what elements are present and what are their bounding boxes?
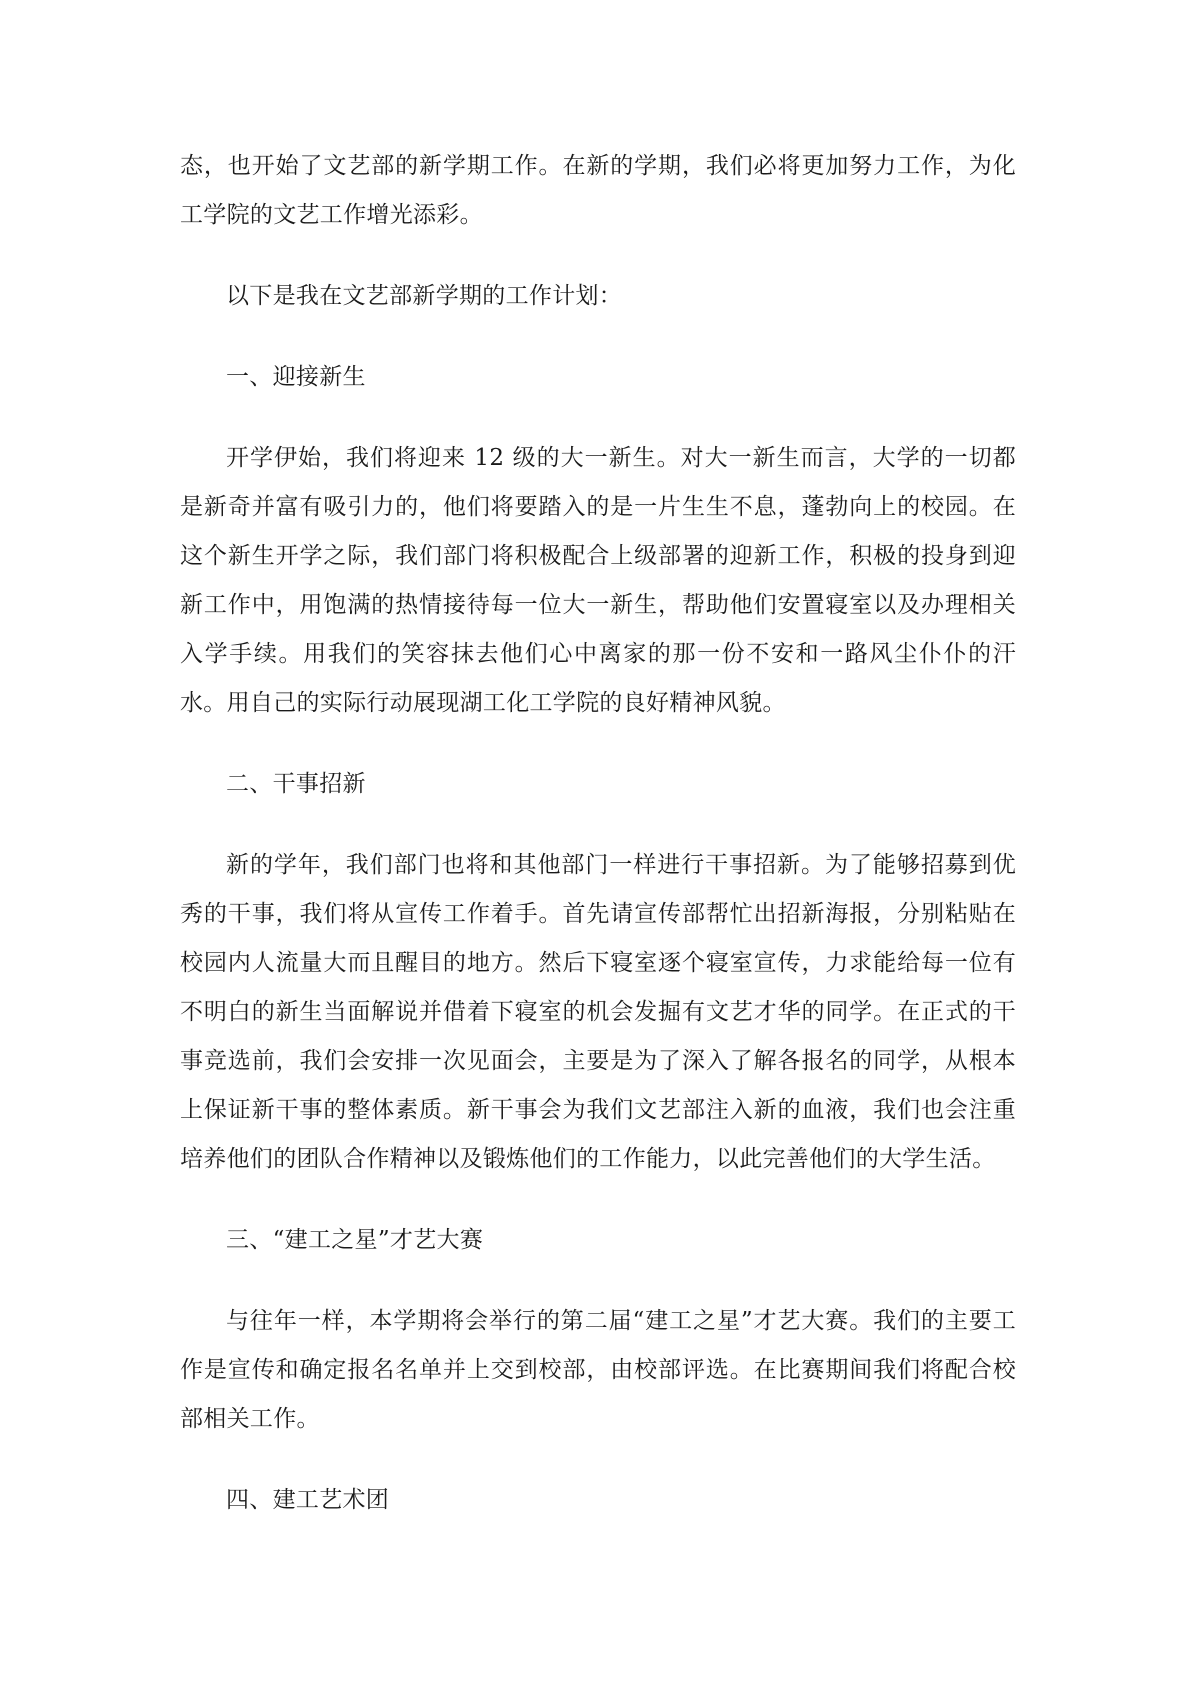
document-page: [180, 142, 1016, 1557]
section-heading-4: 四、建工艺术团: [226, 1487, 390, 1513]
paragraph-section-2: 新的学年，我们部门也将和其他部门一样进行干事招新。为了能够招募到优秀的干事，我们将从宣传工作着手。首先请宣传部帮忙出招新海报，分别粘贴在校园内人流量大而且醒目的地方。然后下寝室逐个寝室宣传，力求能给每一位有不明白的新生当面解说并借着下寝室的机会发掘有文艺才华的同学。在正式的干事竞选前，我们会安排一次见面会，主要是为了深入了解各报名的同学，从根本上保证新干事的整体素质。新干事会为我们文艺部注入新的血液，我们也会注重培养他们的团队合作精神以及锻炼他们的工作能力，以此完善他们的大学生活。: [180, 852, 1016, 1172]
section-heading-2: 二、干事招新: [226, 771, 366, 797]
section-heading-3: 三、“建工之星”才艺大赛: [226, 1227, 484, 1253]
paragraph-intro: 以下是我在文艺部新学期的工作计划：: [226, 283, 623, 309]
section-heading-1: 一、迎接新生: [226, 364, 366, 390]
paragraph-section-3: 与往年一样，本学期将会举行的第二届“建工之星”才艺大赛。我们的主要工作是宣传和确定报名名单并上交到校部，由校部评选。在比赛期间我们将配合校部相关工作。: [180, 1308, 1016, 1432]
paragraph-section-1: 开学伊始，我们将迎来 12 级的大一新生。对大一新生而言，大学的一切都是新奇并富有吸引力的，他们将要踏入的是一片生生不息，蓬勃向上的校园。在这个新生开学之际，我们部门将积极配合上级部署的迎新工作，积极的投身到迎新工作中，用饱满的热情接待每一位大一新生，帮助他们安置寝室以及办理相关入学手续。用我们的笑容抹去他们心中离家的那一份不安和一路风尘仆仆的汗水。用自己的实际行动展现湖工化工学院的良好精神风貌。: [180, 445, 1016, 716]
paragraph-continuation: 态，也开始了文艺部的新学期工作。在新的学期，我们必将更加努力工作，为化工学院的文艺工作增光添彩。: [180, 153, 1016, 228]
